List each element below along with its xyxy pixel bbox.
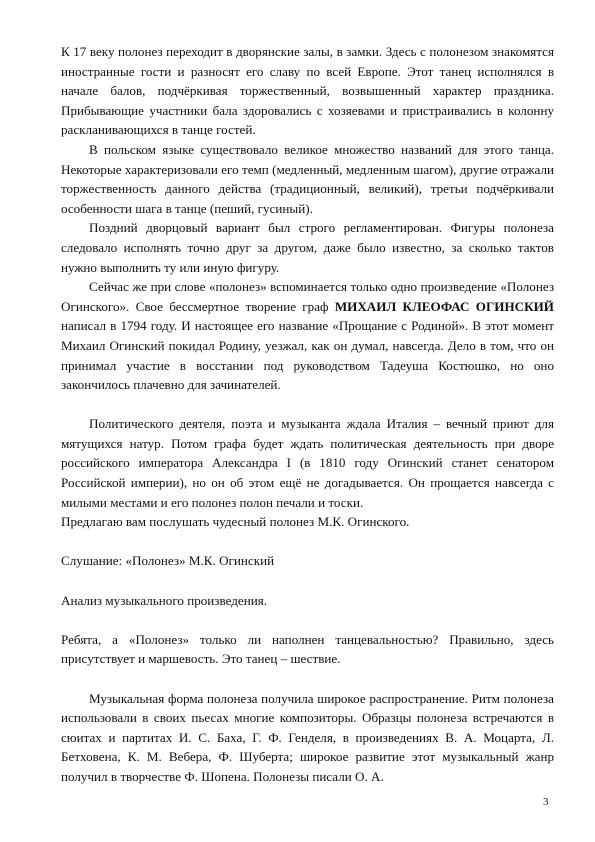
- paragraph-text: написал в 1794 году. И настоящее его название «Прощание с Родиной». В этот момент Михаил Огинский покидал Родину, уезжал, как он думал, навсегда. Дело в том, что он принимал участие в восстании под руководством Тадеуша Костюшко, но оно закончилось плачевно для зачинателей.: [61, 318, 554, 393]
- paragraph-text: Политического деятеля, поэта и музыканта ждала Италия – вечный приют для мятущихся натур. Потом графа будет ждать политическая деятельность при дворе российского императора Александра I (в 1810 году Огинский станет сенатором Российской империи), но он об этом ещё не догадывается. Он прощается навсегда с милыми местами и его полонез полон печали и тоски.: [61, 416, 554, 510]
- paragraph-text: Слушание: «Полонез» М.К. Огинский: [61, 553, 275, 569]
- paragraph-spacer: [61, 610, 554, 630]
- paragraph-spacer: [61, 532, 554, 552]
- paragraph-text: Анализ музыкального произведения.: [61, 592, 268, 608]
- paragraph-spacer: [61, 669, 554, 689]
- paragraph-text: К 17 веку полонез переходит в дворянские залы, в замки. Здесь с полонезом знакомятся иностранные гости и разносят его славу по всей Европе. Этот танец исполнялся в начале балов, подчёркивая торжественный, возвышенный характер праздника. Прибывающие участники бала здоровались с хозяевами и пристраивались в колонну раскланивающихся в танце гостей.: [61, 44, 554, 138]
- paragraph: [61, 551, 554, 571]
- paragraph: [61, 512, 554, 532]
- paragraph-text: Ребята, а «Полонез» только ли наполнен танцевальностью? Правильно, здесь присутствует и маршевость. Это танец – шествие.: [61, 631, 554, 667]
- page-number: 3: [543, 796, 549, 808]
- paragraph: [61, 277, 554, 395]
- paragraph: [61, 140, 554, 218]
- bold-name-text: МИХАИЛ КЛЕОФАС ОГИНСКИЙ: [334, 298, 554, 314]
- paragraph: [61, 414, 554, 512]
- paragraph-spacer: [61, 395, 554, 415]
- paragraph-spacer: [61, 571, 554, 591]
- paragraph-text: Предлагаю вам послушать чудесный полонез М.К. Огинского.: [61, 514, 410, 530]
- paragraph: [61, 42, 554, 140]
- paragraph-text: Сейчас же при слове «полонез» вспоминается только одно произведение «Полонез Огинского». Свое бессмертное творение граф: [61, 279, 554, 314]
- paragraph-text: Поздний дворцовый вариант был строго регламентирован. Фигуры полонеза следовало исполнять точно друг за другом, даже было известно, за сколько тактов нужно выполнить ту или иную фигуру.: [61, 220, 554, 275]
- paragraph-text: Музыкальная форма полонеза получила широкое распространение. Ритм полонеза использовали в своих пьесах многие композиторы. Образцы полонеза встречаются в сюитах и партитах И. С. Баха, Г. Ф. Генделя, в произведениях В. А. Моцарта, Л. Бетховена, К. М. Вебера, Ф. Шуберта; широкое развитие этот музыкальный жанр получил в творчестве Ф. Шопена. Полонезы писали О. А.: [61, 690, 554, 784]
- paragraph: [61, 689, 554, 787]
- paragraph: [61, 591, 554, 611]
- paragraph: [61, 630, 554, 669]
- paragraph: [61, 218, 554, 277]
- document-body: [61, 42, 554, 787]
- paragraph-text: В польском языке существовало великое множество названий для этого танца. Некоторые характеризовали его темп (медленный, медленным шагом), другие отражали торжественность данного действа (традиционный, великий), третьи подчёркивали особенности шага в танце (пеший, гусиный).: [61, 141, 554, 216]
